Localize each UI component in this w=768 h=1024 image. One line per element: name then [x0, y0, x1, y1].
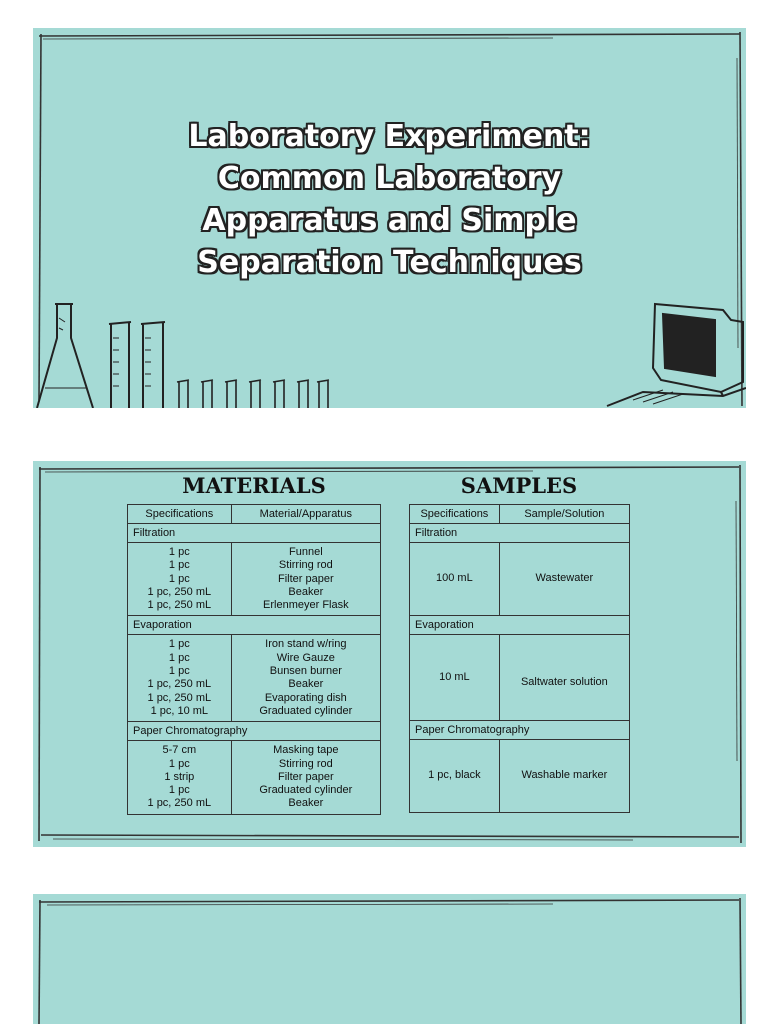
- item-value: Beaker: [288, 678, 324, 691]
- column-header: Material/Apparatus: [231, 505, 380, 524]
- sample-cell: Saltwater solution: [499, 635, 629, 721]
- item-value: Masking tape: [273, 744, 339, 757]
- item-value: Erlenmeyer Flask: [263, 599, 349, 612]
- item-value: Graduated cylinder: [259, 784, 353, 797]
- group-row: [128, 616, 381, 635]
- group-label: Filtration: [128, 524, 381, 543]
- group-label: Paper Chromatography: [128, 722, 381, 741]
- spec-value: 1 pc, 250 mL: [147, 797, 212, 810]
- graduated-cylinder-icon: [105, 318, 175, 408]
- spec-value: 1 pc: [168, 784, 190, 797]
- table-row: [128, 741, 381, 814]
- item-value: Funnel: [289, 546, 323, 558]
- spec-value: 1 pc: [168, 638, 190, 651]
- title-line: Laboratory Experiment:: [188, 119, 591, 154]
- group-row: [410, 721, 630, 740]
- table-header-row: [128, 505, 381, 524]
- spec-value: 1 pc: [168, 559, 190, 572]
- slide-title: [33, 116, 746, 284]
- spec-cell: [128, 543, 232, 616]
- spec-value: 1 pc: [168, 651, 190, 664]
- item-value: Graduated cylinder: [259, 704, 353, 717]
- samples-table: [409, 504, 630, 813]
- spec-cell: [128, 741, 232, 814]
- flask-icon: [33, 298, 103, 408]
- item-value: Iron stand w/ring: [265, 638, 347, 651]
- group-row: [128, 524, 381, 543]
- item-value: Wire Gauze: [276, 651, 335, 664]
- spec-value: 1 pc: [168, 757, 190, 770]
- test-tubes-icon: [173, 376, 333, 408]
- spec-value: 1 pc, 250 mL: [147, 599, 212, 612]
- table-row: [128, 635, 381, 722]
- spec-value: 1 strip: [164, 770, 195, 783]
- group-label: Evaporation: [128, 616, 381, 635]
- table-row: [410, 543, 630, 616]
- item-cell: [231, 741, 380, 814]
- item-value: Beaker: [288, 797, 324, 810]
- spec-value: 1 pc, 250 mL: [147, 678, 212, 691]
- item-cell: [231, 635, 380, 722]
- item-value: Bunsen burner: [269, 665, 342, 678]
- group-row: [128, 722, 381, 741]
- sample-cell: Washable marker: [499, 740, 629, 813]
- title-line: Apparatus and Simple: [202, 203, 577, 238]
- title-line: Separation Techniques: [197, 245, 582, 280]
- item-cell: [231, 543, 380, 616]
- title-slide: [33, 28, 746, 408]
- column-header: Specifications: [128, 505, 232, 524]
- sample-cell: Wastewater: [499, 543, 629, 616]
- spec-value: 1 pc: [168, 546, 190, 558]
- spec-value: 1 pc, 250 mL: [147, 691, 212, 704]
- spec-cell: 100 mL: [410, 543, 500, 616]
- group-label: Evaporation: [410, 616, 630, 635]
- materials-table: [127, 504, 381, 815]
- item-value: Filter paper: [278, 572, 334, 585]
- materials-heading: MATERIALS: [182, 473, 326, 498]
- spec-value: 1 pc, 250 mL: [147, 585, 212, 598]
- item-value: Evaporating dish: [264, 691, 347, 704]
- sketch-frame: [33, 894, 746, 1024]
- table-row: [410, 740, 630, 813]
- item-value: Filter paper: [278, 770, 334, 783]
- spec-value: 5-7 cm: [162, 744, 197, 757]
- computer-icon: [603, 296, 746, 408]
- spec-value: 1 pc, 10 mL: [150, 704, 209, 717]
- title-line: Common Laboratory: [217, 161, 562, 196]
- spec-value: 1 pc: [168, 572, 190, 585]
- group-row: [410, 524, 630, 543]
- group-label: Paper Chromatography: [410, 721, 630, 740]
- materials-slide: [33, 461, 746, 847]
- samples-heading: SAMPLES: [460, 473, 578, 498]
- spec-cell: [128, 635, 232, 722]
- group-label: Filtration: [410, 524, 630, 543]
- spec-cell: 1 pc, black: [410, 740, 500, 813]
- table-header-row: [410, 505, 630, 524]
- spec-value: 1 pc: [168, 665, 190, 678]
- column-header: Sample/Solution: [499, 505, 629, 524]
- spec-cell: 10 mL: [410, 635, 500, 721]
- group-row: [410, 616, 630, 635]
- blank-slide: [33, 894, 746, 1024]
- item-value: Beaker: [288, 585, 324, 598]
- column-header: Specifications: [410, 505, 500, 524]
- table-row: [128, 543, 381, 616]
- table-row: [410, 635, 630, 721]
- item-value: Stirring rod: [278, 757, 333, 770]
- item-value: Stirring rod: [278, 559, 333, 572]
